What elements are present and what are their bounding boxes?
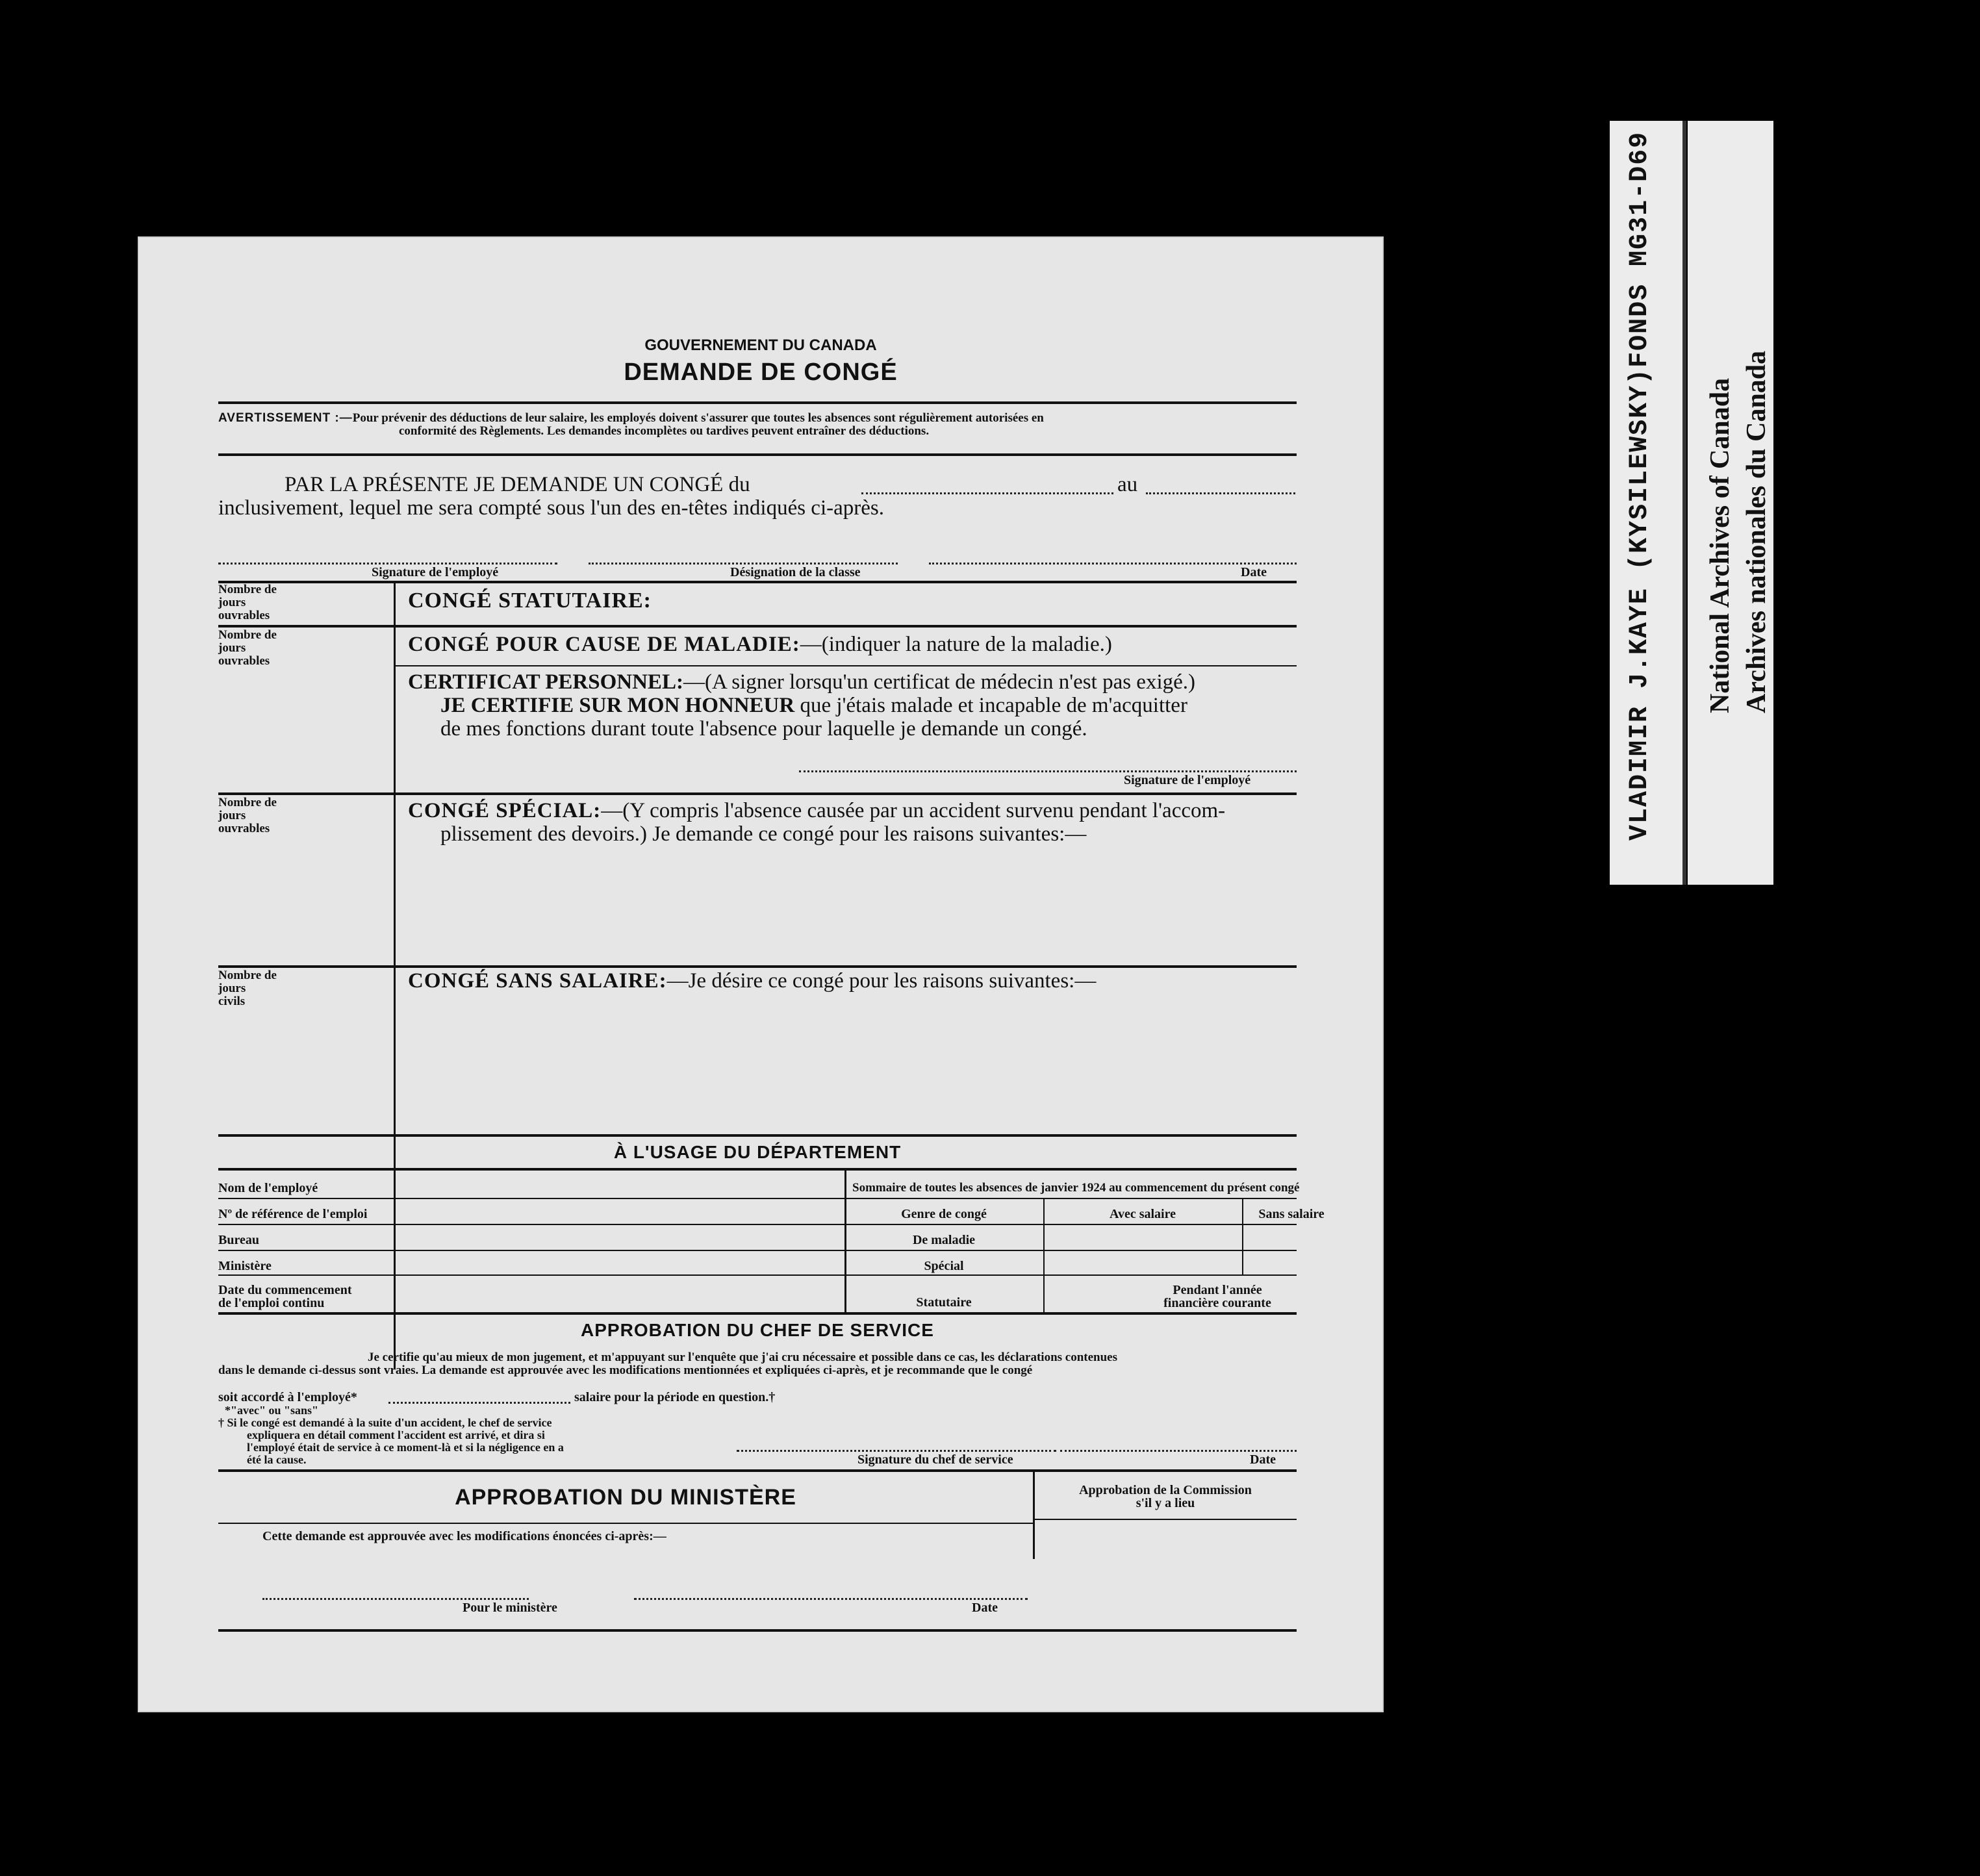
special-leave-title: CONGÉ SPÉCIAL:: [408, 799, 602, 822]
divider: [1034, 1519, 1297, 1520]
date-from-field[interactable]: [861, 492, 1113, 494]
signature-label: Signature de l'employé: [372, 565, 499, 579]
chief-text-2: dans le demande ci-dessus sont vraies. La demande est approuvée avec les modifications mentionnées et expliquées ci-après, et je recommande que le congé: [218, 1363, 1033, 1377]
request-line2: inclusivement, lequel me sera compté sous l'un des en-têtes indiqués ci-après.: [218, 496, 884, 520]
row-statutory: Statutaire: [916, 1295, 972, 1310]
ministry-field[interactable]: [218, 1274, 846, 1276]
special-leave-note-2: plissement des devoirs.) Je demande ce congé pour les raisons suivantes:—: [440, 822, 1087, 846]
certificate-signature-field[interactable]: [799, 770, 1297, 772]
form-page: [138, 236, 1384, 1712]
divider: [218, 401, 1297, 404]
date-field[interactable]: [929, 563, 1297, 564]
days-label: Nombre de jours ouvrables: [218, 583, 277, 622]
days-label: Nombre de jours civils: [218, 969, 277, 1008]
divider: [844, 1198, 1297, 1199]
unpaid-leave-title: CONGÉ SANS SALAIRE:: [408, 969, 667, 993]
divider: [218, 1134, 1297, 1137]
divider: [218, 625, 1297, 627]
divider: [844, 1274, 1297, 1276]
divider: [218, 1469, 1297, 1472]
department-use-title: À L'USAGE DU DÉPARTEMENT: [613, 1142, 902, 1162]
personal-certificate: [408, 670, 1304, 741]
sick-leave-title: CONGÉ POUR CAUSE DE MALADIE:: [408, 633, 800, 656]
note-accident-3: l'employé était de service à ce moment-là et si la négligence en a: [247, 1441, 564, 1454]
job-ref-label: Nº de référence de l'emploi: [218, 1207, 368, 1221]
special-leave: [408, 799, 1304, 846]
ministry-signature-field[interactable]: [262, 1598, 529, 1600]
for-ministry-label: Pour le ministère: [463, 1601, 557, 1615]
sick-leave-note: —(indiquer la nature de la maladie.): [800, 633, 1112, 656]
certify-text: que j'étais malade et incapable de m'acquitter: [794, 694, 1187, 717]
office-field[interactable]: [218, 1250, 846, 1251]
date-to-field[interactable]: [1146, 492, 1295, 494]
employment-start-label: Date du commencement de l'emploi continu: [218, 1283, 352, 1310]
certify-honour: JE CERTIFIE SUR MON HONNEUR: [440, 694, 795, 717]
divider: [218, 1312, 1297, 1315]
ministry-label: Ministère: [218, 1259, 272, 1273]
commission-approval: Approbation de la Commission s'il y a lieu: [1079, 1483, 1252, 1510]
special-leave-note: —(Y compris l'absence causée par un accident survenu pendant l'accom-: [601, 799, 1226, 822]
archives-label: [1702, 351, 1775, 713]
ministry-date-field[interactable]: [634, 1598, 1028, 1600]
certificate-signature-label: Signature de l'employé: [1124, 773, 1251, 787]
note-accident-1: † Si le congé est demandé à la suite d'un accident, le chef de service: [218, 1416, 552, 1429]
days-label: Nombre de jours ouvrables: [218, 796, 277, 835]
divider: [218, 965, 1297, 968]
chief-notes: [218, 1404, 564, 1466]
employee-name-field[interactable]: [218, 1198, 846, 1199]
divider: [218, 1523, 1033, 1524]
divider: [218, 792, 1297, 795]
employee-signature-field[interactable]: [218, 563, 557, 564]
col-without-salary-text: Sans salaire: [1258, 1207, 1325, 1221]
strip-separator: [1682, 121, 1686, 885]
warning-label: AVERTISSEMENT :—: [218, 411, 353, 425]
certificate-title: CERTIFICAT PERSONNEL:: [408, 670, 683, 694]
request-line1: PAR LA PRÉSENTE JE DEMANDE UN CONGÉ du: [285, 473, 750, 496]
nac-french: Archives nationales du Canada: [1742, 350, 1771, 713]
current-fiscal-year: Pendant l'année financière courante: [1163, 1283, 1271, 1310]
certify-text-2: de mes fonctions durant toute l'absence pour laquelle je demande un congé.: [440, 717, 1087, 741]
nac-english: National Archives of Canada: [1705, 377, 1735, 713]
chief-text-1: Je certifie qu'au mieux de mon jugement, et m'appuyant sur l'enquête que j'ai cru nécessaire et possible dans ce cas, les déclarations contenues: [368, 1350, 1118, 1364]
column-divider: [1033, 1469, 1035, 1559]
salary-period-label: salaire pour la période en question.†: [574, 1390, 776, 1404]
ministry-approval-title: APPROBATION DU MINISTÈRE: [455, 1485, 796, 1510]
divider: [394, 665, 1297, 666]
col-leave-type: Genre de congé: [901, 1207, 987, 1221]
absence-summary-label: Sommaire de toutes les absences de janvier 1924 au commencement du présent congé: [852, 1181, 1300, 1195]
col-with-salary: Avec salaire: [1109, 1207, 1176, 1221]
form-title: DEMANDE DE CONGÉ: [624, 359, 898, 386]
chief-certification: [218, 1351, 1299, 1377]
chief-signature-label: Signature du chef de service: [857, 1452, 1013, 1467]
chief-signature-field[interactable]: [737, 1450, 1056, 1452]
ministry-date-label: Date: [972, 1601, 998, 1615]
divider: [844, 1224, 1297, 1225]
date-label: Date: [1241, 565, 1267, 579]
divider: [218, 1168, 1297, 1171]
job-ref-field[interactable]: [218, 1224, 846, 1225]
divider: [218, 1629, 1297, 1632]
days-label: Nombre de jours ouvrables: [218, 628, 277, 668]
statutory-leave-title: CONGÉ STATUTAIRE:: [408, 589, 652, 613]
warning-line1: Pour prévenir des déductions de leur salaire, les employés doivent s'assurer que toutes les absences sont régulièrement autorisées en: [352, 411, 1044, 425]
office-label: Bureau: [218, 1233, 259, 1247]
unpaid-leave-note: —Je désire ce congé pour les raisons suivantes:—: [666, 969, 1097, 993]
divider: [844, 1250, 1297, 1251]
employee-name-label: Nom de l'employé: [218, 1181, 318, 1195]
row-special: Spécial: [924, 1259, 964, 1273]
divider: [218, 581, 1297, 583]
note-avec-sans: *"avec" ou "sans": [225, 1404, 318, 1417]
note-accident-2: expliquera en détail comment l'accident est arrivé, et dira si: [247, 1428, 545, 1441]
salary-type-field[interactable]: [388, 1402, 570, 1404]
chief-date-label: Date: [1250, 1452, 1276, 1467]
fonds-label: VLADIMIR J.KAYE (KYSILEWSKY)FONDS MG31-D69: [1625, 131, 1655, 841]
archives-label-strip: [1688, 121, 1773, 885]
fonds-label-strip: [1610, 121, 1682, 885]
divider: [218, 453, 1297, 456]
designation-label: Désignation de la classe: [730, 565, 861, 579]
chief-date-field[interactable]: [1060, 1450, 1297, 1452]
chief-approval-title: APPROBATION DU CHEF DE SERVICE: [581, 1320, 934, 1340]
note-accident-4: été la cause.: [247, 1453, 307, 1466]
certificate-note: —(A signer lorsqu'un certificat de médecin n'est pas exigé.): [683, 670, 1196, 694]
warning-block: [218, 412, 1301, 438]
ministry-approval-text: Cette demande est approuvée avec les modifications énoncées ci-après:—: [262, 1529, 666, 1543]
warning-line2: conformité des Règlements. Les demandes incomplètes ou tardives peuvent entraîner des déductions.: [399, 424, 930, 438]
row-sick: De maladie: [912, 1233, 976, 1247]
unpaid-leave: [408, 969, 1096, 993]
class-designation-field[interactable]: [589, 563, 898, 564]
government-heading: GOUVERNEMENT DU CANADA: [644, 336, 877, 354]
sick-leave-line: [408, 633, 1112, 657]
granted-label: soit accordé à l'employé*: [218, 1390, 357, 1404]
request-au: au: [1117, 473, 1138, 496]
